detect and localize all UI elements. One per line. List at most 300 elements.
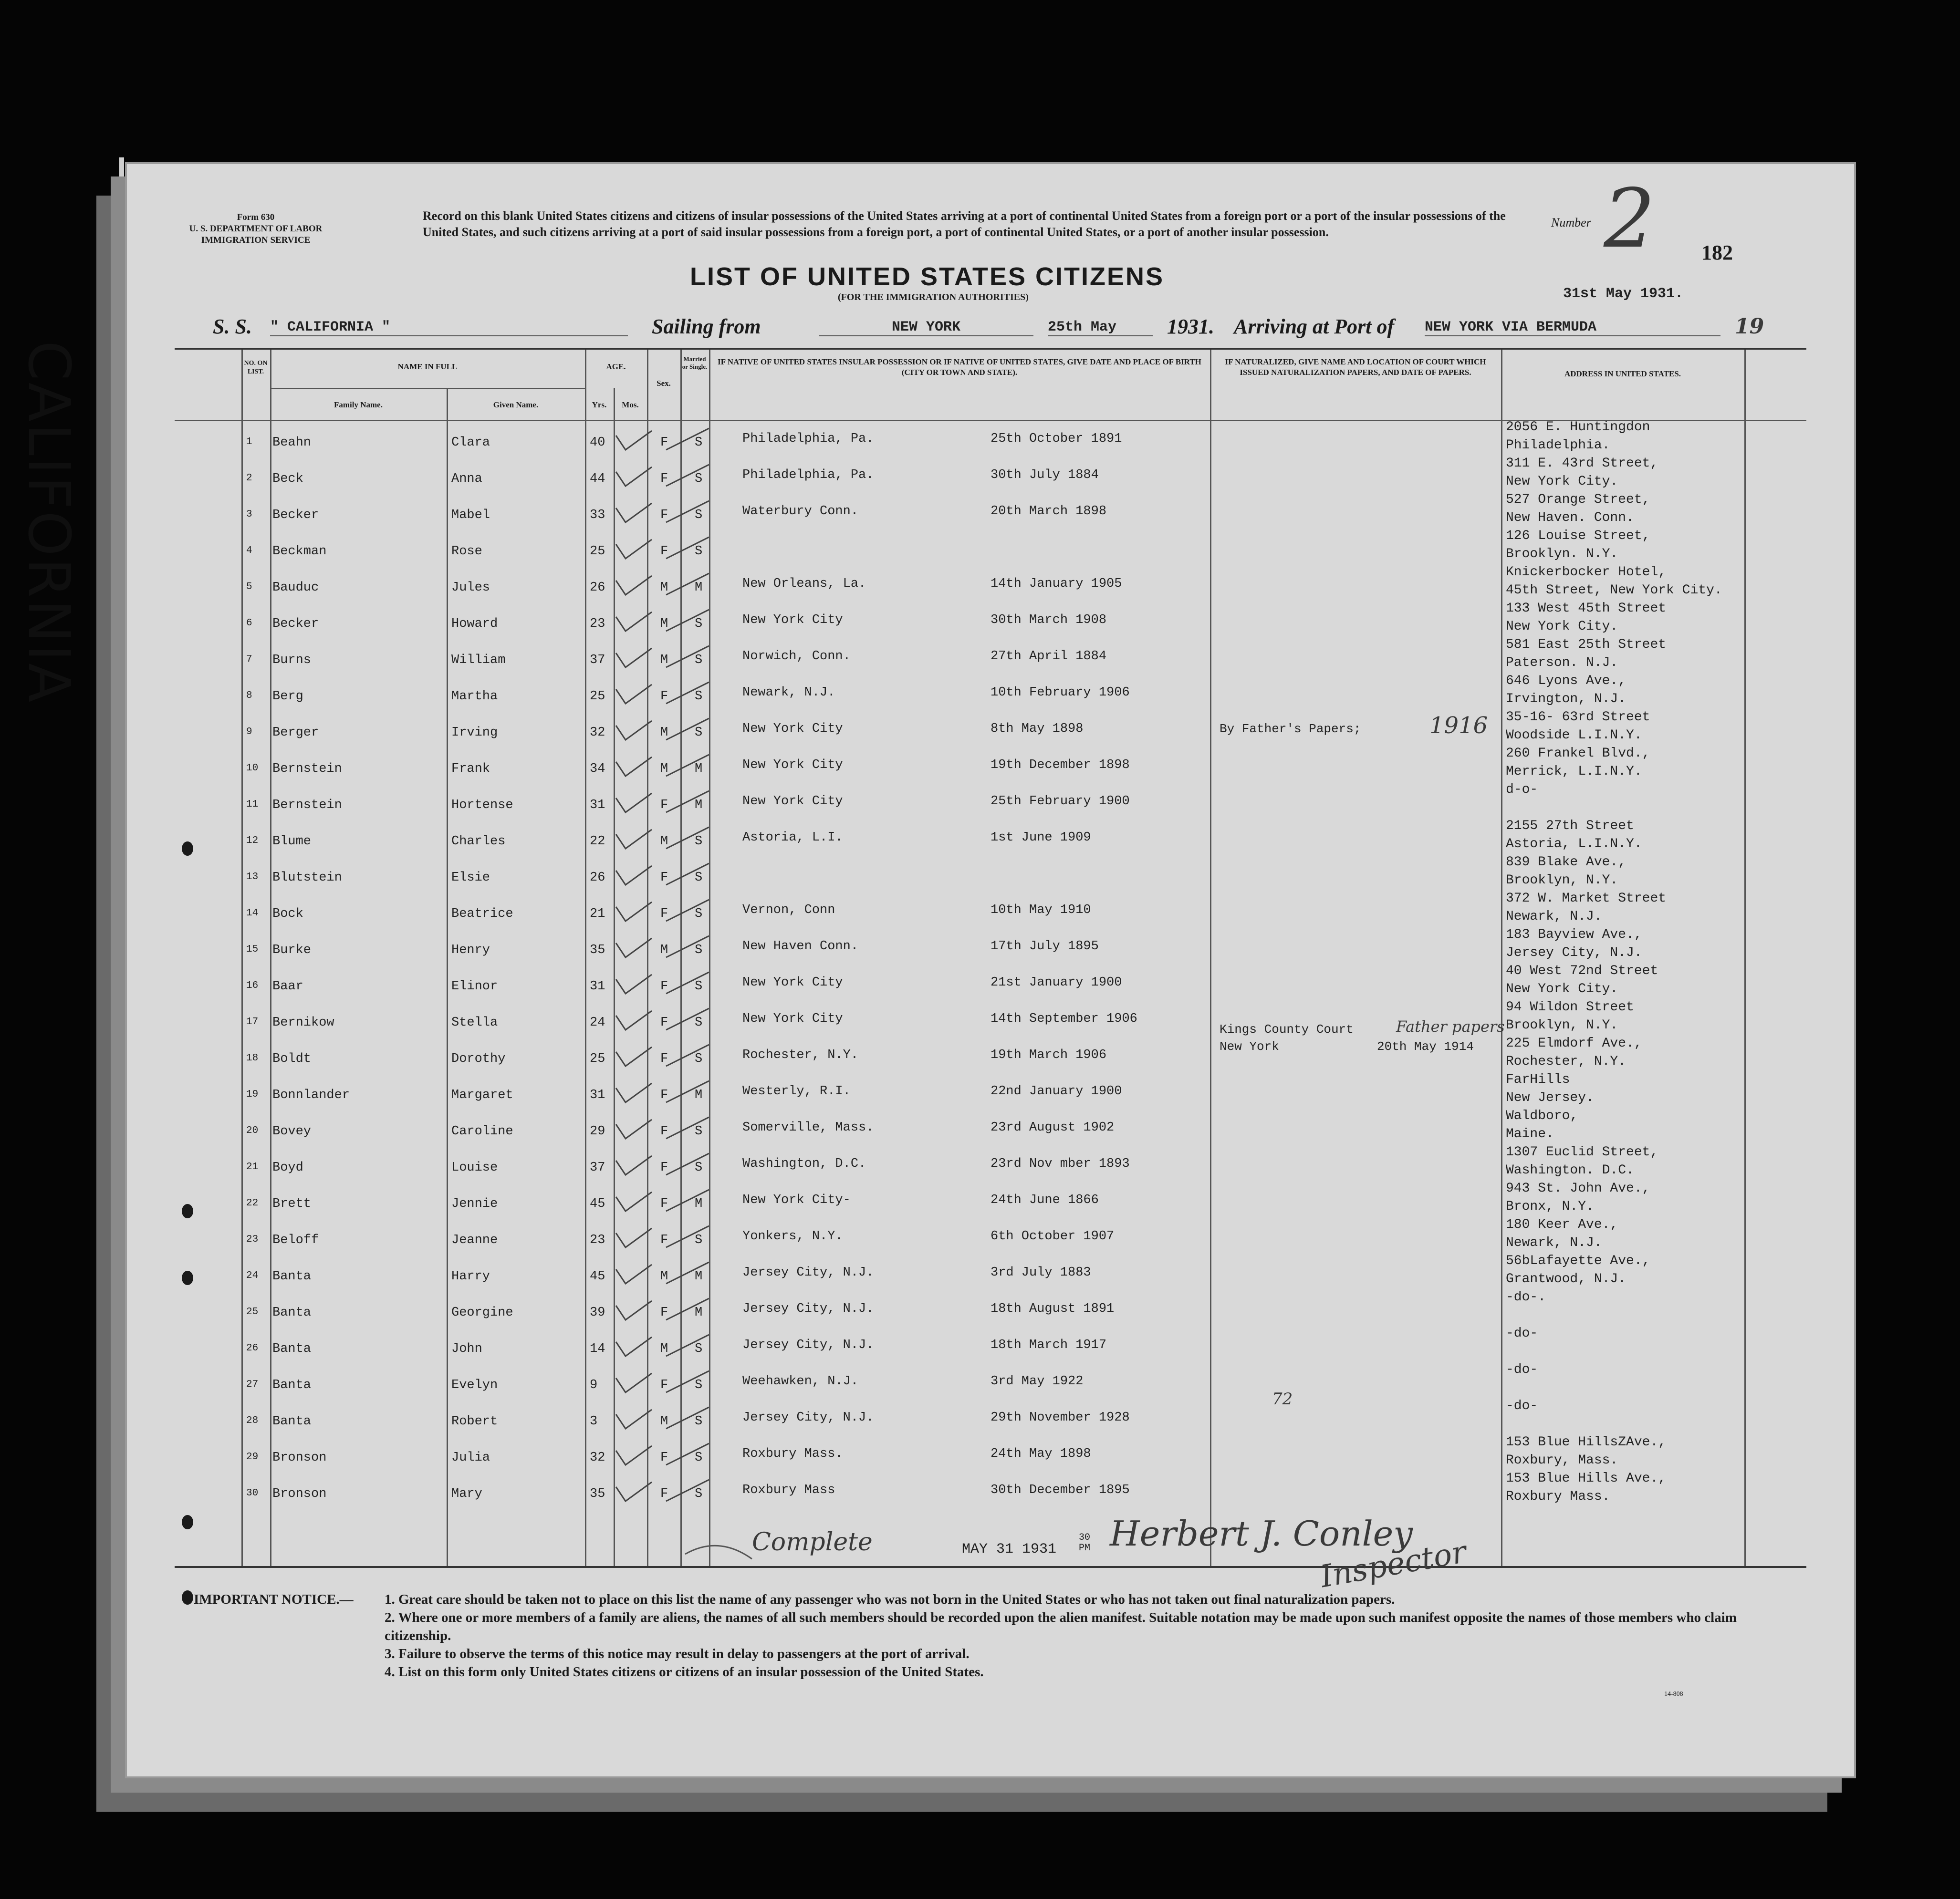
given-name: Louise (451, 1161, 498, 1175)
table-row (175, 1074, 1806, 1108)
row-number: 4 (246, 545, 252, 556)
sail-year: 1931. (1167, 315, 1214, 338)
family-name: Bauduc (272, 581, 319, 595)
header-name-in-full: NAME IN FULL (397, 362, 458, 371)
birth-date: 25th October 1891 (990, 432, 1122, 446)
given-name: Rose (451, 544, 482, 559)
given-name: Stella (451, 1016, 498, 1030)
birth-place: Norwich, Conn. (742, 649, 851, 664)
birth-place: Waterbury Conn. (742, 504, 859, 519)
row-number: 26 (246, 1343, 259, 1354)
marital-status: M (695, 1197, 703, 1211)
birth-place: New York City (742, 758, 843, 772)
family-name: Burke (272, 943, 312, 957)
birth-date: 27th April 1884 (990, 649, 1107, 664)
family-name: Baar (272, 979, 303, 994)
age-years: 26 (590, 581, 605, 595)
notice-item: 2. Where one or more members of a family are aliens, the names of all such members should be recorded upon the alien manifest. Suitable notation may be made upon such manifest opposite the names of those members who claim citizenship. (385, 1610, 1737, 1643)
corner-code: 14-808 (1664, 1691, 1683, 1698)
header-mos: Mos. (622, 400, 639, 409)
birth-date: 14th January 1905 (990, 577, 1122, 591)
birth-date: 30th July 1884 (990, 468, 1099, 482)
sex: M (660, 1269, 668, 1284)
naturalization-handwritten-note: Father papers (1396, 1017, 1505, 1036)
age-years: 31 (590, 1088, 605, 1102)
family-name: Bock (272, 907, 303, 921)
check-mark (614, 1115, 719, 1143)
sail-date: 25th May (1048, 319, 1153, 336)
family-name: Banta (272, 1342, 312, 1356)
table-row (175, 1473, 1806, 1507)
naturalization-location: New York (1220, 1039, 1279, 1054)
department: U. S. DEPARTMENT OF LABOR (189, 224, 323, 234)
address: 372 W. Market Street Newark, N.J. (1506, 891, 1667, 924)
birth-place: Newark, N.J. (742, 685, 835, 700)
ship-name: " CALIFORNIA " (270, 319, 628, 336)
check-mark (614, 752, 719, 781)
table-row (175, 602, 1806, 637)
row-number: 3 (246, 509, 252, 520)
check-mark (614, 1405, 719, 1433)
birth-date: 19th March 1906 (990, 1048, 1107, 1062)
address: 2155 27th Street Astoria, L.I.N.Y. (1506, 819, 1642, 851)
table-row (175, 1110, 1806, 1144)
sex: M (660, 1342, 668, 1356)
marital-status: S (695, 871, 703, 885)
header-naturalized: IF NATURALIZED, GIVE NAME AND LOCATION OF COURT WHICH ISSUED NATURALIZATION PAPERS, AND DATE OF PAPERS. (1225, 357, 1486, 377)
side-stamp: CALIFORNIA (15, 341, 82, 705)
given-name: Elinor (451, 979, 498, 994)
birth-date: 10th February 1906 (990, 685, 1130, 700)
sex: F (660, 1161, 668, 1175)
birth-place: Yonkers, N.Y. (742, 1229, 843, 1244)
header-sex: Sex. (657, 379, 671, 388)
form-number: Form 630 (237, 212, 275, 222)
sex: F (660, 436, 668, 450)
age-years: 37 (590, 1161, 605, 1175)
header-family-name: Family Name. (334, 400, 383, 409)
marital-status: S (695, 689, 703, 704)
birth-place: New Haven Conn. (742, 939, 859, 954)
table-row (175, 820, 1806, 854)
row-number: 5 (246, 581, 252, 592)
age-years: 31 (590, 979, 605, 994)
age-years: 32 (590, 1451, 605, 1465)
check-mark (614, 535, 719, 563)
birth-date: 18th March 1917 (990, 1338, 1107, 1352)
arrival-port: NEW YORK VIA BERMUDA (1425, 319, 1720, 336)
address: 183 Bayview Ave., Jersey City, N.J. (1506, 927, 1642, 960)
notice-item: 4. List on this form only United States citizens or citizens of an insular possession of the United States. (385, 1664, 984, 1680)
birth-date: 10th May 1910 (990, 903, 1091, 917)
row-number: 16 (246, 980, 259, 991)
check-mark (614, 897, 719, 926)
birth-date: 24th May 1898 (990, 1447, 1091, 1461)
sex: F (660, 798, 668, 812)
address: -do- (1506, 1399, 1538, 1413)
age-years: 35 (590, 1487, 605, 1501)
table-row (175, 1436, 1806, 1471)
birth-place: Jersey City, N.J. (742, 1266, 874, 1280)
birth-place: Philadelphia, Pa. (742, 468, 874, 482)
row-number: 23 (246, 1234, 259, 1245)
sex: F (660, 1306, 668, 1320)
row-number: 6 (246, 618, 252, 629)
family-name: Beckman (272, 544, 327, 559)
sex: M (660, 726, 668, 740)
check-mark (614, 970, 719, 998)
naturalization-date: 20th May 1914 (1377, 1039, 1474, 1054)
sex: M (660, 834, 668, 849)
inspector-signature: Herbert J. Conley (1110, 1514, 1413, 1554)
table-row (175, 566, 1806, 601)
family-name: Bonnlander (272, 1088, 350, 1102)
age-years: 25 (590, 689, 605, 704)
birth-date: 14th September 1906 (990, 1012, 1137, 1026)
marital-status: S (695, 1451, 703, 1465)
given-name: Jules (451, 581, 490, 595)
table-row (175, 1183, 1806, 1217)
marital-status: S (695, 1414, 703, 1429)
sex: F (660, 508, 668, 522)
marital-status: M (695, 1269, 703, 1284)
birth-date: 23rd Nov mber 1893 (990, 1157, 1130, 1171)
family-name: Berger (272, 726, 319, 740)
table-row (175, 1146, 1806, 1181)
table-row (175, 494, 1806, 528)
family-name: Bovey (272, 1124, 312, 1139)
birth-date: 3rd July 1883 (990, 1266, 1091, 1280)
marital-status: S (695, 436, 703, 450)
check-mark (614, 426, 719, 455)
birth-date: 17th July 1895 (990, 939, 1099, 954)
table-row (175, 892, 1806, 927)
sex: M (660, 581, 668, 595)
address: 94 Wildon Street Brooklyn, N.Y. (1506, 1000, 1634, 1033)
birth-place: New York City- (742, 1193, 851, 1207)
header-age: AGE. (606, 362, 626, 371)
marital-status: M (695, 581, 703, 595)
address: 646 Lyons Ave., Irvington, N.J. (1506, 674, 1626, 706)
check-mark (614, 498, 719, 527)
given-name: Charles (451, 834, 506, 849)
page-edge (119, 157, 124, 1779)
table-row (175, 965, 1806, 999)
family-name: Beloff (272, 1233, 319, 1247)
row-number: 14 (246, 908, 259, 919)
sex: F (660, 689, 668, 704)
birth-place: Roxbury Mass. (742, 1447, 843, 1461)
table-row (175, 856, 1806, 891)
birth-place: Westerly, R.I. (742, 1084, 851, 1099)
birth-place: Vernon, Conn (742, 903, 835, 917)
family-name: Blume (272, 834, 312, 849)
address: -do- (1506, 1326, 1538, 1341)
marital-status: S (695, 834, 703, 849)
age-years: 45 (590, 1197, 605, 1211)
given-name: Caroline (451, 1124, 513, 1139)
address: 527 Orange Street, New Haven. Conn. (1506, 492, 1650, 525)
given-name: Mary (451, 1487, 482, 1501)
birth-place: Jersey City, N.J. (742, 1411, 874, 1425)
age-years: 22 (590, 834, 605, 849)
family-name: Berg (272, 689, 303, 704)
birth-date: 1st June 1909 (990, 830, 1091, 845)
sex: F (660, 907, 668, 921)
header-given-name: Given Name. (493, 400, 539, 409)
given-name: Jeanne (451, 1233, 498, 1247)
birth-date: 3rd May 1922 (990, 1374, 1084, 1389)
table-row (175, 457, 1806, 492)
family-name: Bernstein (272, 798, 342, 812)
birth-place: New York City (742, 794, 843, 809)
birth-place: Jersey City, N.J. (742, 1338, 874, 1352)
birth-date: 25th February 1900 (990, 794, 1130, 809)
given-name: Margaret (451, 1088, 513, 1102)
address: 839 Blake Ave., Brooklyn, N.Y. (1506, 855, 1626, 888)
marital-status: S (695, 544, 703, 559)
marital-status: S (695, 979, 703, 994)
address: 133 West 45th Street New York City. (1506, 601, 1667, 634)
address: 311 E. 43rd Street, New York City. (1506, 456, 1658, 489)
sex: F (660, 871, 668, 885)
row-number: 19 (246, 1089, 259, 1100)
birth-place: Jersey City, N.J. (742, 1302, 874, 1316)
table-row (175, 1255, 1806, 1289)
birth-place: Somerville, Mass. (742, 1121, 874, 1135)
birth-date: 6th October 1907 (990, 1229, 1115, 1244)
family-name: Banta (272, 1378, 312, 1392)
passenger-table (175, 348, 1806, 1595)
row-number: 30 (246, 1488, 259, 1499)
given-name: Robert (451, 1414, 498, 1429)
ss-label: S. S. (213, 315, 252, 338)
check-mark (614, 1369, 719, 1397)
birth-date: 19th December 1898 (990, 758, 1130, 772)
age-years: 3 (590, 1414, 598, 1429)
address: 56bLafayette Ave., Grantwood, N.J. (1506, 1254, 1650, 1287)
table-row (175, 675, 1806, 709)
family-name: Banta (272, 1414, 312, 1429)
birth-place: Astoria, L.I. (742, 830, 843, 845)
check-mark (614, 716, 719, 745)
check-mark (614, 607, 719, 636)
age-years: 25 (590, 1052, 605, 1066)
table-row (175, 784, 1806, 818)
row-number: 24 (246, 1270, 259, 1281)
marital-status: M (695, 798, 703, 812)
age-years: 34 (590, 762, 605, 776)
marital-status: S (695, 943, 703, 957)
address: 35-16- 63rd Street Woodside L.I.N.Y. (1506, 710, 1650, 743)
address: -do-. (1506, 1290, 1546, 1305)
marital-status: M (695, 762, 703, 776)
age-years: 45 (590, 1269, 605, 1284)
row-number: 11 (246, 799, 259, 810)
given-name: Harry (451, 1269, 490, 1284)
age-years: 33 (590, 508, 605, 522)
sex: M (660, 653, 668, 667)
page-number: 182 (1701, 241, 1733, 264)
check-mark (614, 1151, 719, 1180)
sex: F (660, 472, 668, 486)
address: Waldboro, Maine. (1506, 1109, 1578, 1141)
address: 581 East 25th Street Paterson. N.J. (1506, 637, 1667, 670)
family-name: Burns (272, 653, 312, 667)
birth-place: Washington, D.C. (742, 1157, 866, 1171)
naturalization-year: 1916 (1429, 712, 1488, 739)
age-years: 40 (590, 436, 605, 450)
given-name: Georgine (451, 1306, 513, 1320)
family-name: Bronson (272, 1487, 327, 1501)
from-port: NEW YORK (819, 319, 1033, 336)
year-suffix: 19 (1735, 314, 1764, 339)
age-years: 23 (590, 617, 605, 631)
table-row (175, 711, 1806, 746)
marital-status: S (695, 617, 703, 631)
birth-place: New York City (742, 1012, 843, 1026)
sex: F (660, 544, 668, 559)
arrival-date: 31st May 1931. (1563, 286, 1684, 302)
marital-status: S (695, 1378, 703, 1392)
row-number: 29 (246, 1452, 259, 1463)
given-name: Henry (451, 943, 490, 957)
notice-item: 3. Failure to observe the terms of this notice may result in delay to passengers at the port of arrival. (385, 1646, 970, 1661)
check-mark (614, 1042, 719, 1071)
family-name: Banta (272, 1306, 312, 1320)
page-subtitle: (FOR THE IMMIGRATION AUTHORITIES) (838, 292, 1029, 302)
family-name: Beahn (272, 436, 312, 450)
check-mark (614, 1477, 719, 1506)
marital-status: M (695, 1088, 703, 1102)
address: 225 Elmdorf Ave., Rochester, N.Y. (1506, 1036, 1642, 1069)
table-row (175, 1001, 1806, 1036)
age-years: 32 (590, 726, 605, 740)
row-number: 21 (246, 1162, 259, 1173)
sex: M (660, 1414, 668, 1429)
marital-status: S (695, 1342, 703, 1356)
age-years: 31 (590, 798, 605, 812)
family-name: Becker (272, 617, 319, 631)
birth-place: New York City (742, 613, 843, 627)
birth-date: 18th August 1891 (990, 1302, 1115, 1316)
check-mark (614, 1006, 719, 1035)
header-married: Married or Single. (682, 355, 708, 370)
age-years: 25 (590, 544, 605, 559)
table-row (175, 1400, 1806, 1434)
sex: F (660, 1197, 668, 1211)
check-mark (614, 861, 719, 890)
sailing-label: Sailing from (652, 315, 761, 338)
check-mark (614, 462, 719, 491)
address: 2056 E. Huntingdon Philadelphia. (1506, 420, 1650, 453)
marital-status: S (695, 653, 703, 667)
table-row (175, 747, 1806, 782)
sex: F (660, 1487, 668, 1501)
page-title: LIST OF UNITED STATES CITIZENS (690, 262, 1164, 291)
table-row (175, 1291, 1806, 1326)
sex: F (660, 1233, 668, 1247)
birth-date: 22nd January 1900 (990, 1084, 1122, 1099)
address: 40 West 72nd Street New York City. (1506, 964, 1658, 996)
family-name: Bronson (272, 1451, 327, 1465)
address: 260 Frankel Blvd., Merrick, L.I.N.Y. (1506, 746, 1650, 779)
age-years: 26 (590, 871, 605, 885)
given-name: Irving (451, 726, 498, 740)
header-yrs: Yrs. (592, 400, 607, 409)
family-name: Boldt (272, 1052, 312, 1066)
number-label: Number (1551, 216, 1591, 229)
birth-place: Weehawken, N.J. (742, 1374, 859, 1389)
marital-status: S (695, 508, 703, 522)
marital-status: S (695, 1487, 703, 1501)
notice-label: IMPORTANT NOTICE.— (194, 1592, 354, 1607)
punch-hole (182, 1590, 193, 1605)
given-name: Howard (451, 617, 498, 631)
marital-status: S (695, 726, 703, 740)
list-number: 2 (1604, 172, 1656, 266)
birth-date: 23rd August 1902 (990, 1121, 1115, 1135)
table-row (175, 421, 1806, 456)
row-number: 1 (246, 436, 252, 447)
row-number: 25 (246, 1307, 259, 1318)
address: 1307 Euclid Street, Washington. D.C. (1506, 1145, 1658, 1178)
complete-note: Complete (752, 1528, 873, 1557)
header-no: NO. ON LIST. (244, 360, 268, 375)
given-name: Evelyn (451, 1378, 498, 1392)
birth-place: New York City (742, 722, 843, 736)
row-number: 22 (246, 1198, 259, 1209)
family-name: Blutstein (272, 871, 342, 885)
marital-status: M (695, 1306, 703, 1320)
given-name: Julia (451, 1451, 490, 1465)
address: FarHills New Jersey. (1506, 1072, 1594, 1105)
marital-status: S (695, 472, 703, 486)
check-mark (614, 1296, 719, 1325)
address: -do- (1506, 1362, 1538, 1377)
row-number: 8 (246, 690, 252, 701)
sex: F (660, 1451, 668, 1465)
service: IMMIGRATION SERVICE (201, 235, 311, 245)
given-name: Hortense (451, 798, 513, 812)
given-name: Mabel (451, 508, 490, 522)
given-name: Jennie (451, 1197, 498, 1211)
sex: M (660, 943, 668, 957)
row-number: 20 (246, 1125, 259, 1136)
check-mark (614, 825, 719, 853)
sex: F (660, 1016, 668, 1030)
check-mark (614, 1224, 719, 1252)
sex: F (660, 979, 668, 994)
birth-date: 29th November 1928 (990, 1411, 1130, 1425)
address: 180 Keer Ave., Newark, N.J. (1506, 1217, 1618, 1250)
row-number: 9 (246, 726, 252, 737)
marital-status: S (695, 1161, 703, 1175)
sex: M (660, 617, 668, 631)
given-name: Beatrice (451, 907, 513, 921)
age-years: 24 (590, 1016, 605, 1030)
row-number: 27 (246, 1379, 259, 1390)
row-number: 18 (246, 1053, 259, 1064)
given-name: Martha (451, 689, 498, 704)
birth-place: Philadelphia, Pa. (742, 432, 874, 446)
header-address: ADDRESS IN UNITED STATES. (1564, 369, 1681, 378)
age-years: 23 (590, 1233, 605, 1247)
check-mark (614, 1441, 719, 1470)
address: 153 Blue Hills Ave., Roxbury Mass. (1506, 1471, 1667, 1504)
sex: F (660, 1052, 668, 1066)
check-mark (614, 1079, 719, 1107)
